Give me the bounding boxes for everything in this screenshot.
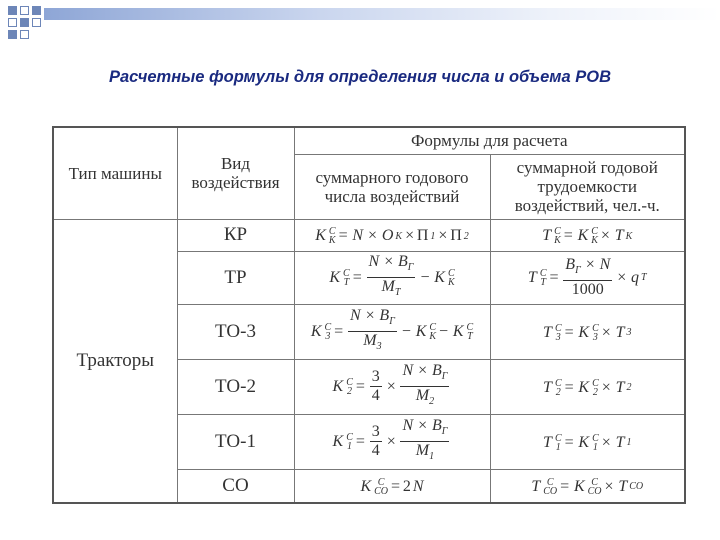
count-formula-to3: K C 3 = $\frac{N \times B_Г}{M_3}$ − K C K − K C T — [294, 304, 490, 359]
labor-formula-to2: T C 2 = K C 2 × T 2 — [490, 359, 685, 414]
header-total-labor: суммарной годовой трудоемкости воздействий, чел.-ч. — [490, 154, 685, 219]
header-total-count: суммарного годового числа воздействий — [294, 154, 490, 219]
header-formulas: Формулы для расчета — [294, 127, 685, 154]
header-impact-type: Вид воздействия — [177, 127, 294, 219]
impact-cell: ТО-3 — [177, 304, 294, 359]
formula-table — [52, 126, 686, 504]
labor-formula-to3: T C 3 = K C 3 × T 3 — [490, 304, 685, 359]
count-formula-to2: K C 2 = $\frac{3}{4}$ × $\frac{N \times B_Г}{M_2}$ — [294, 359, 490, 414]
table-row — [53, 219, 685, 251]
impact-cell: ТР — [177, 251, 294, 304]
count-formula-tr: K C T = $\frac{N \times B_Г}{M_T}$ − K C K — [294, 251, 490, 304]
machine-type-cell: Тракторы — [53, 219, 177, 503]
impact-cell: КР — [177, 219, 294, 251]
impact-cell: ТО-1 — [177, 414, 294, 469]
labor-formula-tr: T C T = $\frac{B_Г \times N}{1000}$ × q T — [490, 251, 685, 304]
labor-formula-to1: T C 1 = K C 1 × T 1 — [490, 414, 685, 469]
count-formula-co: K C CO = 2 N — [294, 469, 490, 503]
impact-cell: ТО-2 — [177, 359, 294, 414]
impact-cell: СО — [177, 469, 294, 503]
header-machine-type: Тип машины — [53, 127, 177, 219]
labor-formula-co: T C CO = K C CO × T CO — [490, 469, 685, 503]
labor-formula-kr: T C K = K C K × T K — [490, 219, 685, 251]
slide-title: Расчетные формулы для определения числа и объема РОВ — [109, 68, 611, 86]
top-gradient-bar — [44, 8, 720, 20]
count-formula-kr: K C K = N × O K × П 1 × П 2 — [294, 219, 490, 251]
count-formula-to1: K C 1 = $\frac{3}{4}$ × $\frac{N \times B_Г}{M_1}$ — [294, 414, 490, 469]
